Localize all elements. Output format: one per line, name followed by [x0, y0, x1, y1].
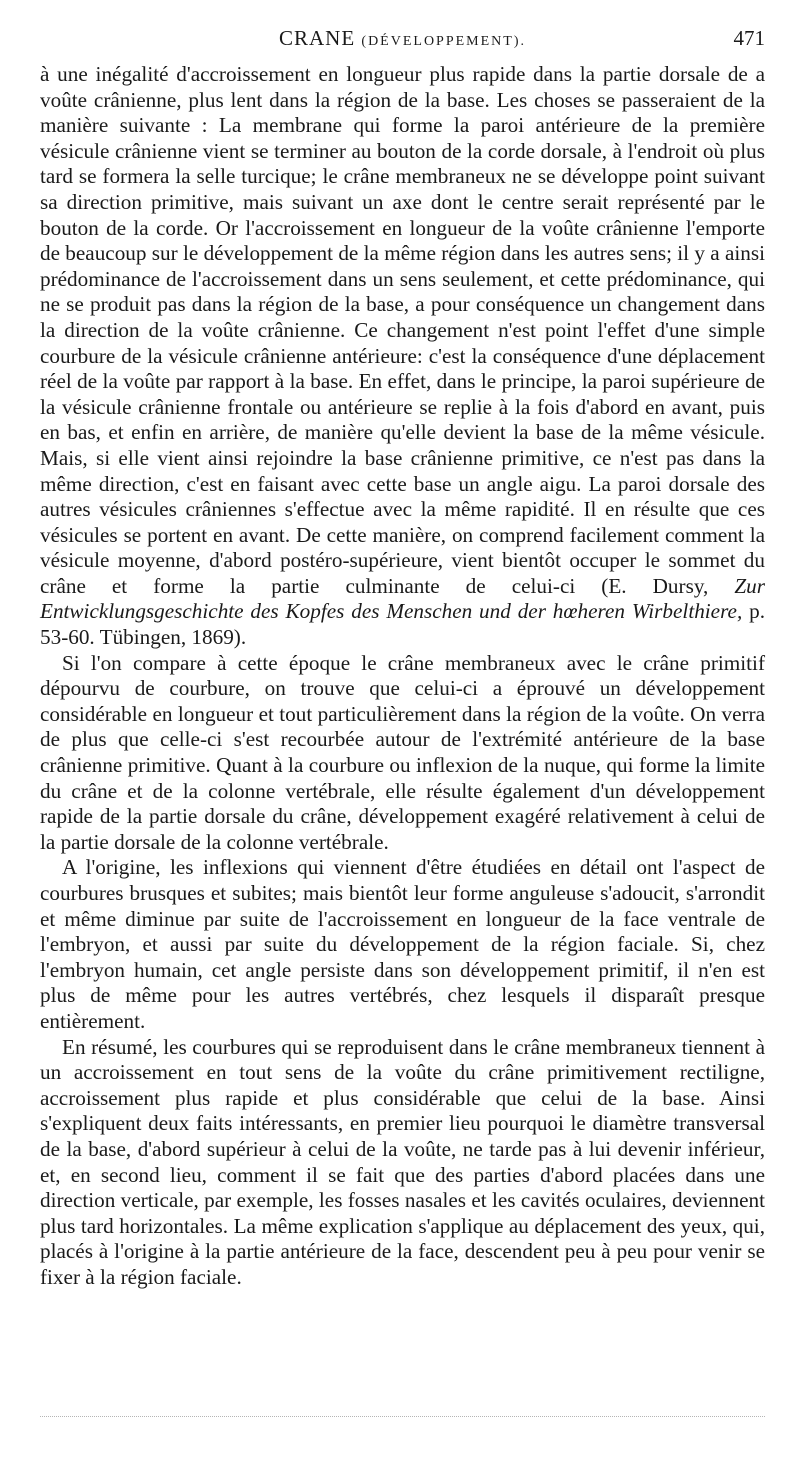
running-head-title: CRANE	[278, 26, 356, 50]
citation-title: Zur Entwicklungsgeschichte des Kopfes des Menschen und der hœheren Wirbelthiere,	[40, 573, 765, 624]
running-head-subtitle: (DÉVELOPPEMENT).	[361, 34, 527, 49]
running-head	[40, 26, 765, 51]
page-header	[40, 26, 765, 56]
citation-reference: p. 53-60. Tübingen, 1869).	[40, 599, 765, 650]
paragraph-1-text: à une inégalité d'accroissement en longueur plus rapide dans la partie dorsale de a voûte crânienne, plus lent dans la région de la base. Les choses se passeraient de la manière suivante : La membrane qui forme la paroi antérieure de la première vésicule crânienne vient se terminer au bouton de la corde dorsale, à l'endroit où plus tard se formera la selle turcique; le crâne membraneux ne se développe point suivant sa direction primitive, mais suivant un axe dont le centre serait représenté par le bouton de la corde. Or l'accroissement en longueur de la voûte crânienne l'emporte de beaucoup sur le développement de la même région dans les autres sens; il y a ainsi prédominance de l'accroissement dans un sens seulement, et cette prédominance, qui ne se produit pas dans la région de la base, a pour conséquence un changement dans la direction de la voûte crânienne. Ce changement n'est point l'effet d'une simple courbure de la vésicule crânienne antérieure: c'est la conséquence d'une déplacement réel de la voûte par rapport à la base. En effet, dans le principe, la paroi supérieure de la vésicule crânienne frontale ou antérieure se replie à la fois d'abord en avant, puis en bas, et enfin en arrière, de manière qu'elle devient la base de la même vésicule. Mais, si elle vient ainsi rejoindre la base crânienne primitive, ce n'est pas dans la même direction, c'est en faisant avec cette base un angle aigu. La paroi dorsale des autres vésicules crâniennes s'effectue avec la même rapidité. Il en résulte que ces vésicules se portent en avant. De cette manière, on comprend facilement comment la vésicule moyenne, d'abord postéro-supérieure, vient bientôt occuper le sommet du crâne et forme la partie culminante de celui-ci (E. Dursy,	[40, 62, 765, 598]
page-number: 471	[733, 26, 765, 50]
footer-rule	[40, 1416, 765, 1417]
paragraph-1	[40, 62, 765, 651]
paragraph-3: A l'origine, les inflexions qui viennent d'être étudiées en détail ont l'aspect de courbures brusques et subites; mais bientôt leur forme anguleuse s'adoucit, s'arrondit et même diminue par suite de l'accroissement en longueur de la face ventrale de l'embryon, et aussi par suite du développement de la région faciale. Si, chez l'embryon humain, cet angle persiste dans son développement primitif, il n'en est plus de même pour les autres vertébrés, chez lesquels il disparaît presque entièrement.	[40, 855, 765, 1033]
paragraph-2: Si l'on compare à cette époque le crâne membraneux avec le crâne primitif dépourvu de courbure, on trouve que celui-ci a éprouvé un développement considérable en longueur et tout particulièrement dans la région de la voûte. On verra de plus que celle-ci s'est recourbée autour de l'extrémité antérieure de la base crânienne primitive. Quant à la courbure ou inflexion de la nuque, qui forme la limite du crâne et de la colonne vertébrale, elle résulte également d'un développement rapide de la partie dorsale du crâne, développement exagéré relativement à celui de la partie dorsale de la colonne vertébrale.	[40, 650, 765, 854]
body-text	[40, 62, 765, 1291]
paragraph-4: En résumé, les courbures qui se reproduisent dans le crâne membraneux tiennent à un accroissement en tout sens de la voûte du crâne primitivement rectiligne, accroissement plus rapide et plus considérable que celui de la base. Ainsi s'expliquent deux faits intéressants, en premier lieu pourquoi le diamètre transversal de la base, d'abord supérieur à celui de la voûte, ne tarde pas à lui devenir inférieur, et, en second lieu, comment il se fait que des parties d'abord placées dans une direction verticale, par exemple, les fosses nasales et les cavités oculaires, deviennent plus tard horizontales. La même explication s'applique au déplacement des yeux, qui, placés à l'origine à la partie antérieure de la face, descendent peu à peu pour venir se fixer à la région faciale.	[40, 1034, 765, 1289]
